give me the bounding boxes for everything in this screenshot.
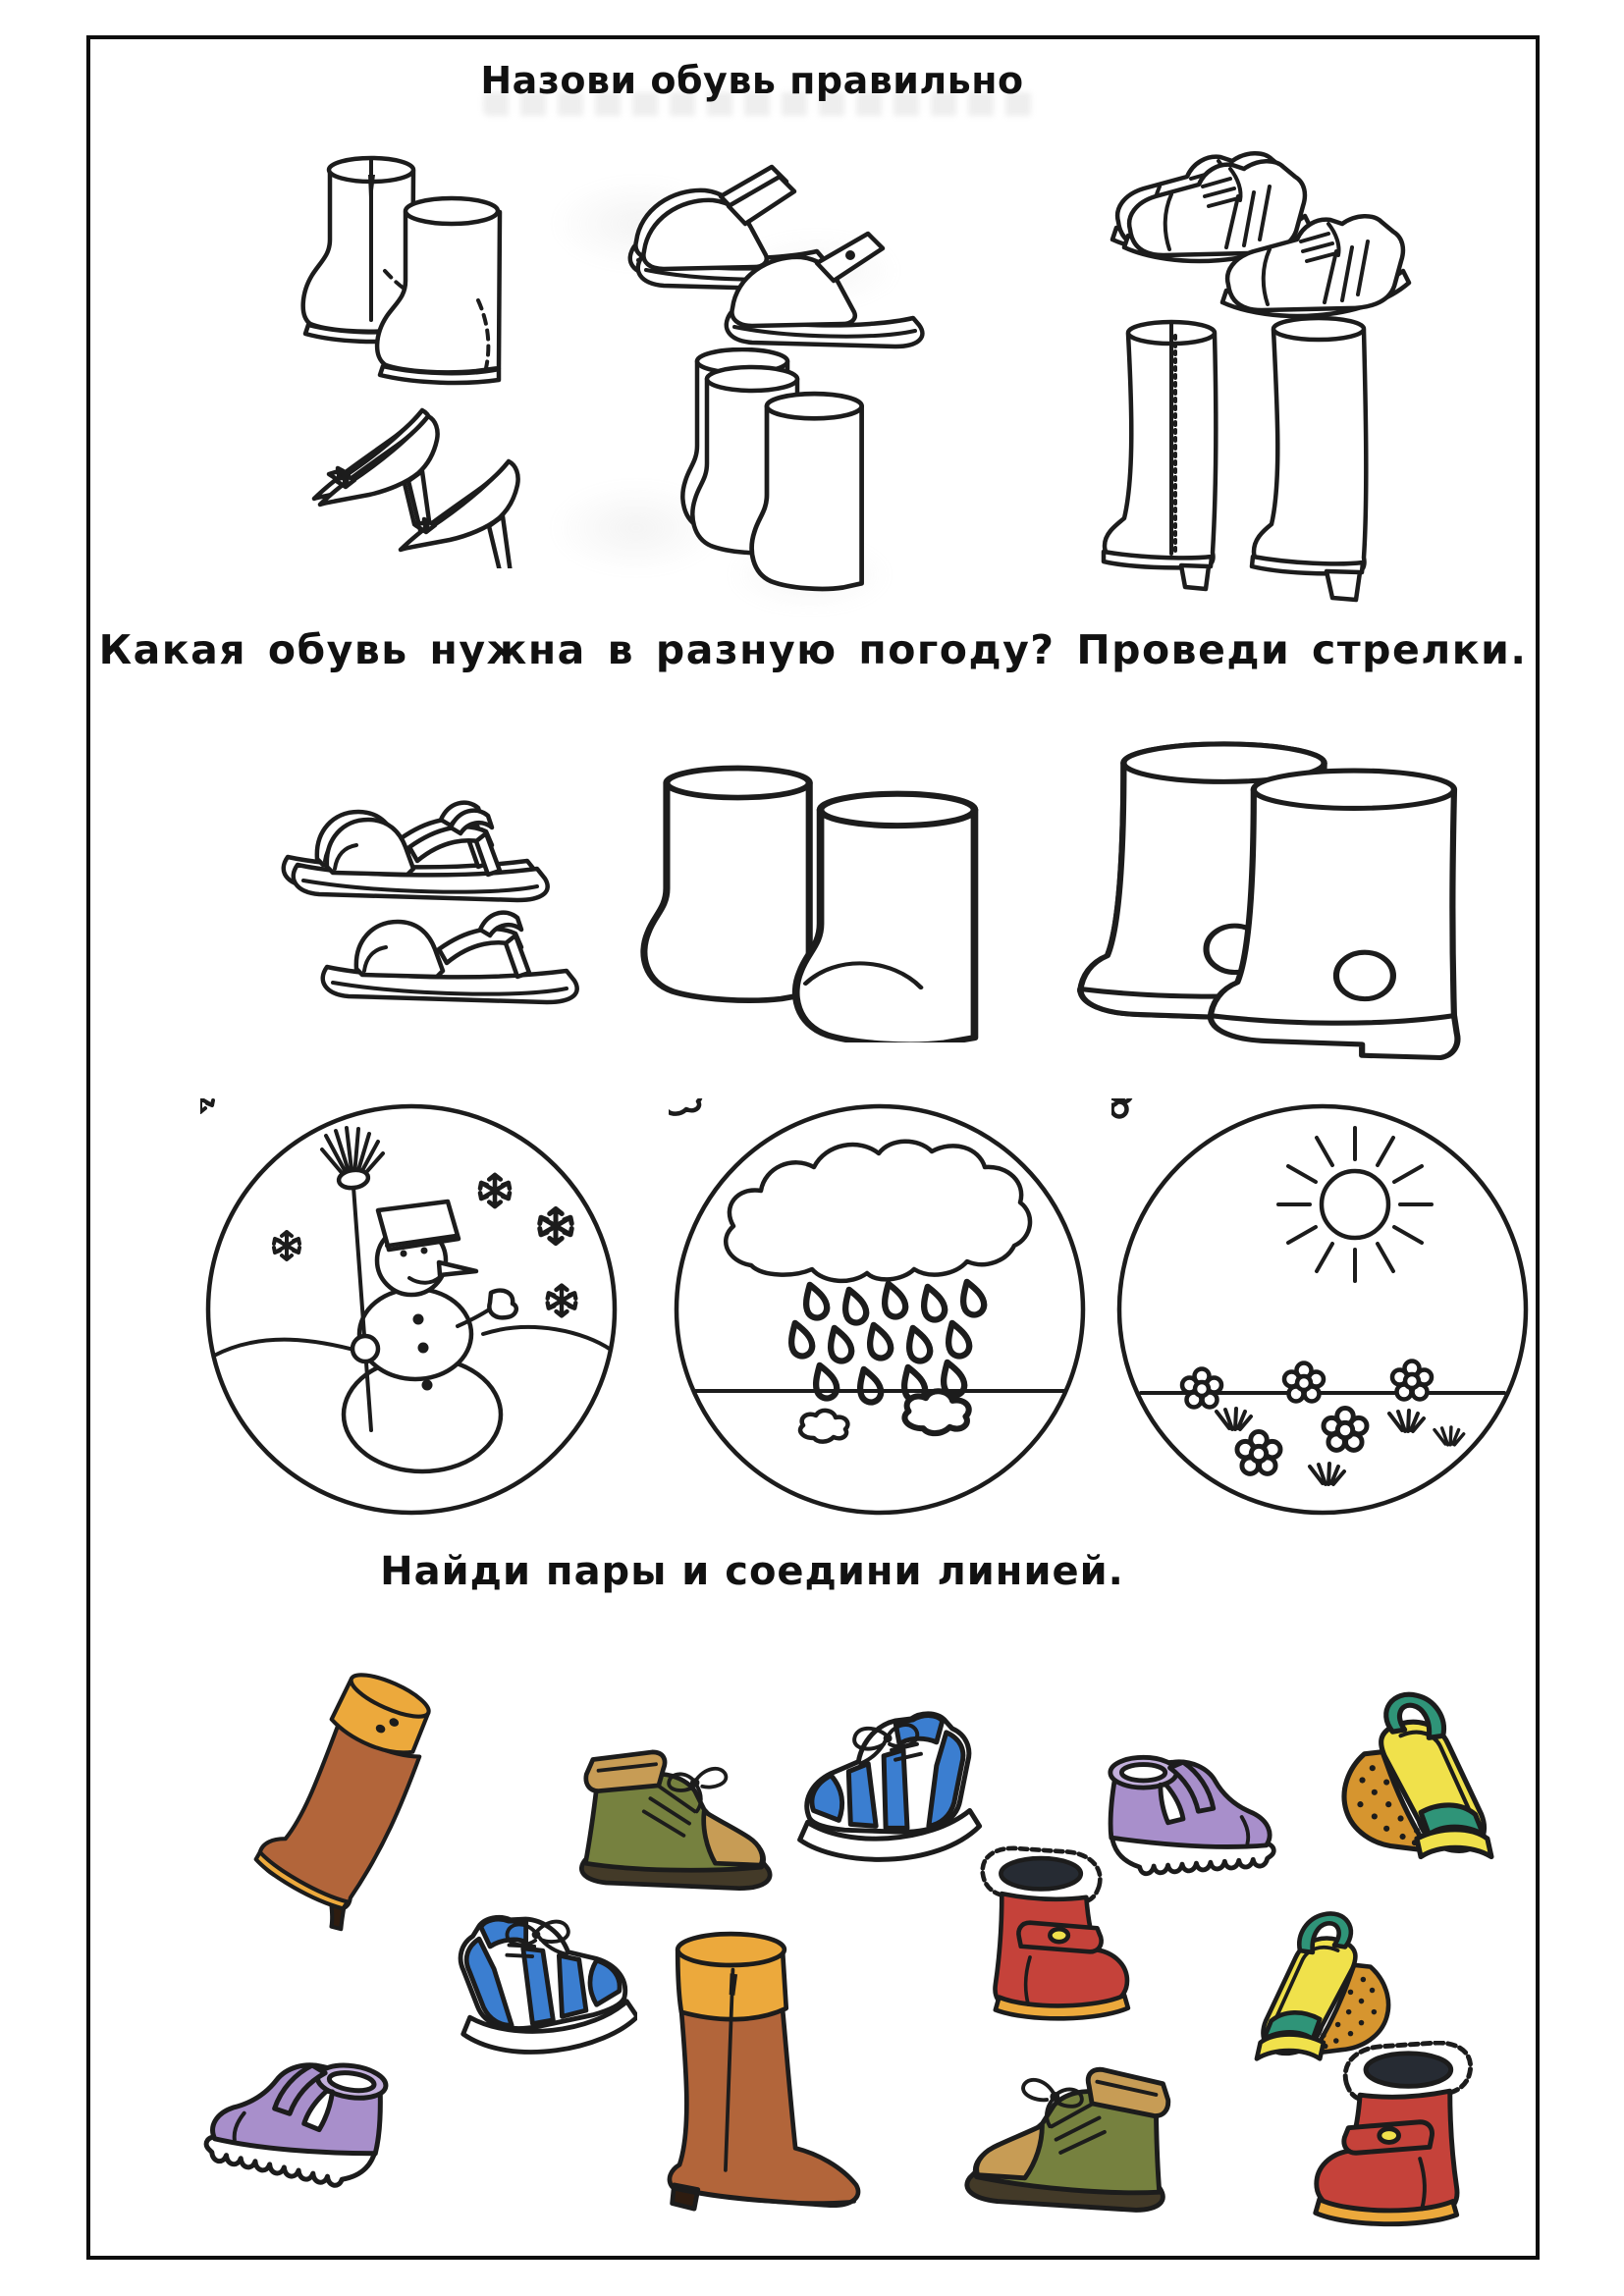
brown-zip-boot xyxy=(637,1928,913,2234)
rubber-boots-drawing xyxy=(1072,719,1465,1062)
green-lace-up-boot xyxy=(558,1734,789,1900)
page-border xyxy=(86,35,1540,2260)
felt-boots-valenki-drawing xyxy=(601,748,1072,1042)
brown-heeled-boot xyxy=(194,1667,528,1934)
high-heels-with-bows-drawing xyxy=(306,387,552,568)
mitten xyxy=(489,1291,515,1318)
winter-snowman-circle xyxy=(200,1098,623,1521)
yellow-green-wedge-sandal xyxy=(1327,1687,1545,1874)
blue-white-sneaker xyxy=(419,1900,637,2088)
sun xyxy=(1322,1171,1388,1238)
puddle-cloud xyxy=(904,1391,968,1433)
sunny-meadow-circle xyxy=(1111,1098,1534,1521)
block-heel xyxy=(1181,565,1209,589)
red-fur-trimmed-boot xyxy=(957,1841,1139,2034)
purple-t-strap-shoe xyxy=(201,2028,412,2188)
section3-title: Найди пары и соедини линией. xyxy=(380,1549,1124,1594)
sneakers-drawing xyxy=(1109,149,1433,331)
sandals-drawing xyxy=(274,774,583,1020)
block-heel xyxy=(1326,571,1360,600)
felt-boots-valenki-drawing xyxy=(677,347,928,598)
puddle-cloud xyxy=(800,1411,847,1442)
section1-title: Назови обувь правильно xyxy=(480,59,1024,102)
ankle-boots-with-zipper-drawing xyxy=(284,141,529,387)
strap-button xyxy=(1380,2129,1399,2143)
tall-boots-with-zipper-drawing xyxy=(1099,310,1482,614)
section2-title: Какая обувь нужна в разную погоду? Проведи стрелки. xyxy=(98,626,1528,673)
red-fur-trimmed-boot xyxy=(1299,2041,1502,2234)
slipper-button xyxy=(845,250,855,260)
rain-cloud-circle xyxy=(669,1098,1091,1521)
green-lace-up-boot xyxy=(949,2048,1197,2221)
